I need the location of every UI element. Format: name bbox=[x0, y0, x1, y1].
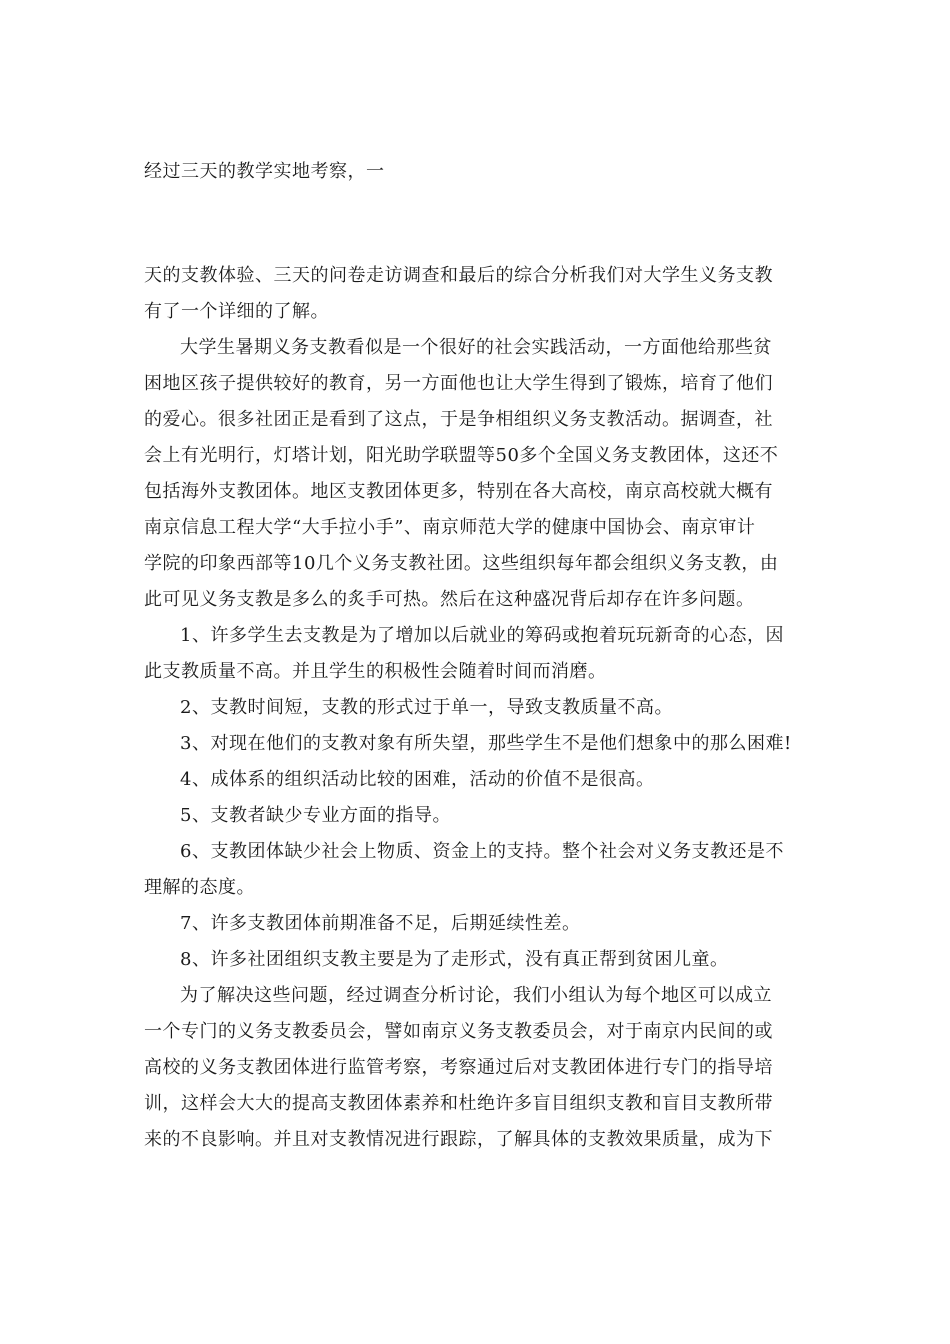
text-line: 训，这样会大大的提高支教团体素养和杜绝许多盲目组织支教和盲目支教所带 bbox=[144, 1093, 773, 1114]
list-item: 3、对现在他们的支教对象有所失望，那些学生不是他们想象中的那么困难! bbox=[180, 733, 792, 754]
text-line: 天的支教体验、三天的问卷走访调查和最后的综合分析我们对大学生义务支教 bbox=[144, 265, 773, 286]
list-item: 7、许多支教团体前期准备不足，后期延续性差。 bbox=[180, 913, 581, 934]
list-item: 4、成体系的组织活动比较的困难，活动的价值不是很高。 bbox=[180, 769, 655, 790]
text-line: 高校的义务支教团体进行监管考察，考察通过后对支教团体进行专门的指导培 bbox=[144, 1057, 773, 1078]
text-line: 的爱心。很多社团正是看到了这点，于是争相组织义务支教活动。据调查，社 bbox=[144, 409, 773, 430]
list-item: 6、支教团体缺少社会上物质、资金上的支持。整个社会对义务支教还是不 bbox=[180, 841, 784, 862]
text-line: 此可见义务支教是多么的炙手可热。然后在这种盛况背后却存在许多问题。 bbox=[144, 589, 755, 610]
list-item: 5、支教者缺少专业方面的指导。 bbox=[180, 805, 451, 826]
text-line: 困地区孩子提供较好的教育，另一方面他也让大学生得到了锻炼，培育了他们 bbox=[144, 373, 773, 394]
list-item: 2、支教时间短，支教的形式过于单一，导致支教质量不高。 bbox=[180, 697, 673, 718]
text-line: 南京信息工程大学“大手拉小手”、南京师范大学的健康中国协会、南京审计 bbox=[144, 517, 756, 538]
text-line: 一个专门的义务支教委员会，譬如南京义务支教委员会，对于南京内民间的或 bbox=[144, 1021, 773, 1042]
text-line: 学院的印象西部等10几个义务支教社团。这些组织每年都会组织义务支教，由 bbox=[144, 553, 779, 574]
text-line: 来的不良影响。并且对支教情况进行跟踪，了解具体的支教效果质量，成为下 bbox=[144, 1129, 773, 1150]
text-line: 理解的态度。 bbox=[144, 877, 255, 898]
text-line: 此支教质量不高。并且学生的积极性会随着时间而消磨。 bbox=[144, 661, 607, 682]
text-line: 会上有光明行，灯塔计划，阳光助学联盟等50多个全国义务支教团体，这还不 bbox=[144, 445, 779, 466]
list-item: 8、许多社团组织支教主要是为了走形式，没有真正帮到贫困儿童。 bbox=[180, 949, 729, 970]
text-line: 经过三天的教学实地考察，一 bbox=[144, 161, 385, 182]
paragraph-first-line: 为了解决这些问题，经过调查分析讨论，我们小组认为每个地区可以成立 bbox=[180, 985, 772, 1006]
text-line: 有了一个详细的了解。 bbox=[144, 301, 329, 322]
list-item: 1、许多学生去支教是为了增加以后就业的筹码或抱着玩玩新奇的心态，因 bbox=[180, 625, 784, 646]
text-line: 包括海外支教团体。地区支教团体更多，特别在各大高校，南京高校就大概有 bbox=[144, 481, 773, 502]
paragraph-first-line: 大学生暑期义务支教看似是一个很好的社会实践活动，一方面他给那些贫 bbox=[180, 337, 772, 358]
